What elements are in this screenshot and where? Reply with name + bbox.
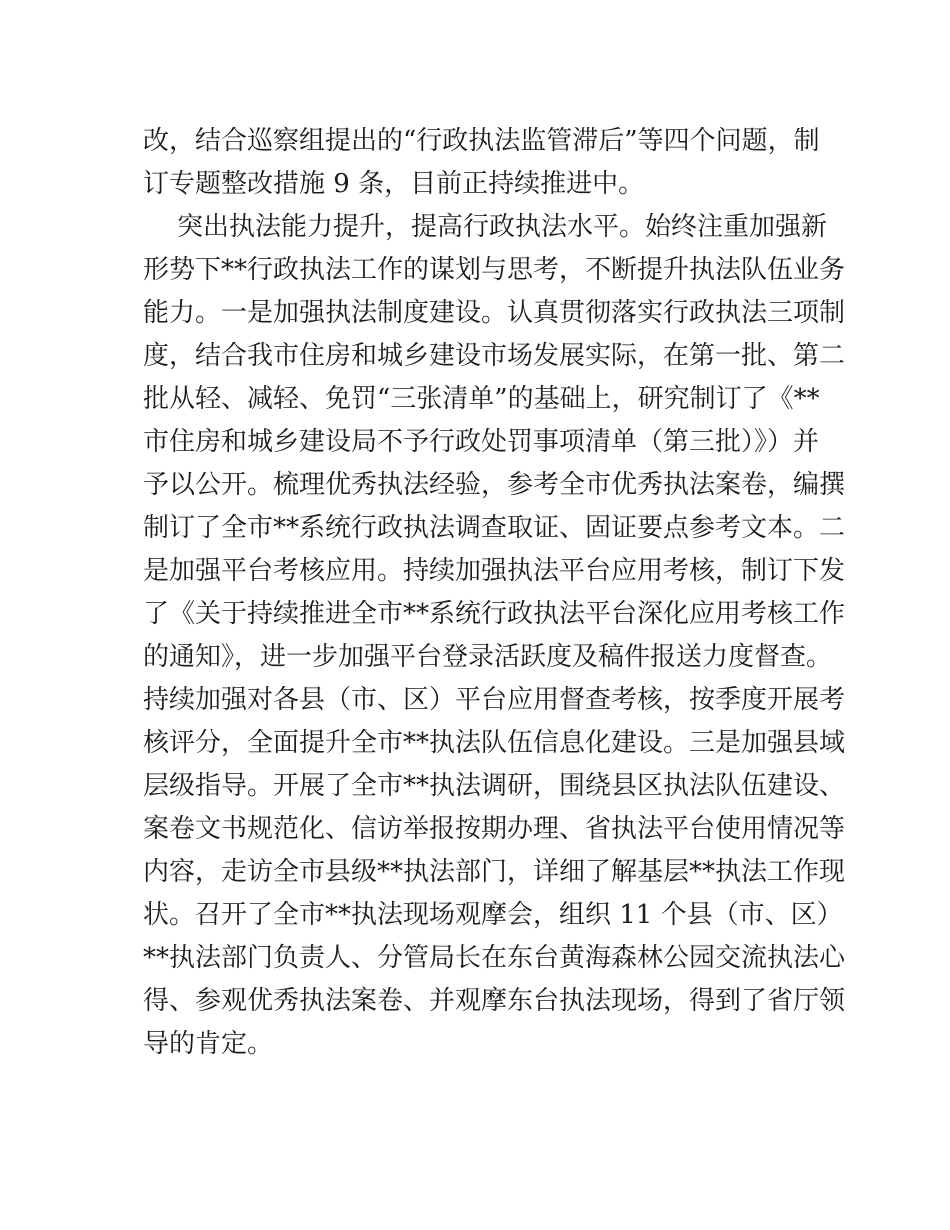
text-line: 订专题整改措施 9 条，目前正持续推进中。: [143, 169, 645, 199]
text-line: 导的肯定。: [143, 1029, 274, 1059]
text-line: 层级指导。开展了全市**执法调研，围绕县区执法队伍建设、: [143, 771, 846, 801]
text-line: 形势下**行政执法工作的谋划与思考，不断提升执法队伍业务: [143, 255, 846, 285]
text-line: 持续加强对各县（市、区）平台应用督查考核，按季度开展考: [143, 685, 846, 715]
text-line: 的通知》，进一步加强平台登录活跃度及稿件报送力度督查。: [143, 642, 833, 672]
document-page: [143, 120, 846, 1066]
text-line: 状。召开了全市**执法现场观摩会，组织 11 个县（市、区）: [143, 900, 843, 930]
text-line: **执法部门负责人、分管局长在东台黄海森林公园交流执法心: [143, 943, 846, 973]
text-line: 批从轻、减轻、免罚“三张清单”的基础上，研究制订了《**: [143, 384, 820, 414]
text-line: 案卷文书规范化、信访举报按期办理、省执法平台使用情况等: [143, 814, 846, 844]
text-line: 制订了全市**系统行政执法调查取证、固证要点参考文本。二: [143, 513, 846, 543]
text-line: 予以公开。梳理优秀执法经验，参考全市优秀执法案卷，编撰: [143, 470, 846, 500]
text-line: 了《关于持续推进全市**系统行政执法平台深化应用考核工作: [143, 599, 846, 629]
text-line: 改，结合巡察组提出的“行政执法监管滞后”等四个问题，制: [143, 126, 820, 156]
text-line: 得、参观优秀执法案卷、并观摩东台执法现场，得到了省厅领: [143, 986, 846, 1016]
text-line: 度，结合我市住房和城乡建设市场发展实际，在第一批、第二: [143, 341, 846, 371]
text-line: 核评分，全面提升全市**执法队伍信息化建设。三是加强县域: [143, 728, 846, 758]
paragraph-1: [143, 120, 820, 206]
text-line: 是加强平台考核应用。持续加强执法平台应用考核，制订下发: [143, 556, 846, 586]
paragraph-2: [143, 206, 846, 1066]
text-line: 能力。一是加强执法制度建设。认真贯彻落实行政执法三项制: [143, 298, 846, 328]
text-line: 市住房和城乡建设局不予行政处罚事项清单（第三批）》）并: [143, 427, 820, 457]
text-line: 突出执法能力提升，提高行政执法水平。始终注重加强新: [177, 212, 828, 242]
text-line: 内容，走访全市县级**执法部门，详细了解基层**执法工作现: [143, 857, 846, 887]
